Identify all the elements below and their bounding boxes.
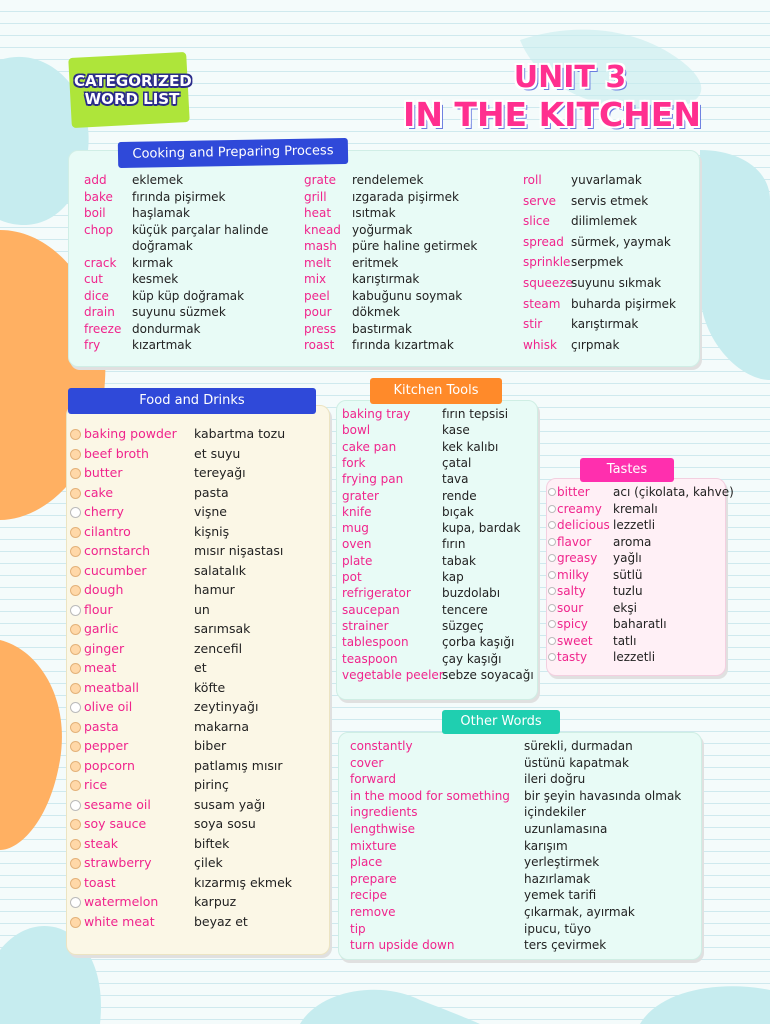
unit-title: UNIT 3	[513, 60, 627, 95]
binder-ring-icon	[70, 449, 81, 460]
turkish-translation: tatlı	[613, 633, 637, 648]
english-word: cover	[350, 755, 384, 770]
english-word: tasty	[557, 650, 588, 664]
english-word: grill	[304, 189, 327, 204]
binder-ring-icon	[70, 761, 81, 772]
turkish-translation: susam yağı	[194, 796, 266, 812]
english-word: sesame oil	[84, 796, 151, 812]
turkish-translation: serpmek	[571, 255, 624, 270]
turkish-translation: sütlü	[613, 567, 643, 582]
english-word: mash	[304, 239, 337, 253]
english-word: baking tray	[342, 407, 411, 421]
english-word: crack	[84, 255, 117, 270]
english-word: steak	[84, 835, 119, 851]
turkish-translation: içindekiler	[524, 805, 586, 820]
turkish-translation: çırpmak	[571, 337, 620, 352]
turkish-translation: ızgarada pişirmek	[352, 189, 459, 204]
unit-subtitle: IN THE KITCHEN	[403, 95, 701, 134]
turkish-translation: kabartma tozu	[194, 426, 286, 441]
english-word: tablespoon	[342, 635, 409, 650]
turkish-translation: un	[194, 601, 210, 617]
english-word: pasta	[84, 718, 119, 734]
english-word: bake	[84, 189, 113, 204]
english-word: salty	[557, 584, 586, 598]
turkish-translation: doğramak	[132, 239, 193, 253]
binder-ring-icon	[70, 741, 81, 752]
english-word: cake	[84, 484, 114, 500]
binder-ring-icon	[70, 605, 81, 616]
turkish-translation: küp küp doğramak	[132, 288, 245, 303]
binder-ring-icon	[548, 488, 556, 496]
english-word: ginger	[84, 640, 125, 656]
turkish-translation: hazırlamak	[524, 871, 591, 886]
turkish-translation: aroma	[613, 534, 652, 549]
english-word: delicious	[557, 518, 610, 532]
turkish-translation: karpuz	[194, 894, 237, 909]
turkish-translation: tabak	[442, 553, 476, 568]
turkish-translation: tencere	[442, 602, 488, 617]
english-word: spread	[523, 234, 564, 249]
english-word: cherry	[84, 504, 124, 519]
english-word: add	[84, 173, 107, 187]
binder-ring-icon	[70, 585, 81, 596]
english-word: boil	[84, 206, 106, 220]
english-word: strawberry	[84, 855, 152, 870]
turkish-translation: biber	[194, 738, 227, 753]
turkish-translation: çıkarmak, ayırmak	[524, 905, 635, 919]
turkish-translation: üstünü kapatmak	[524, 755, 629, 770]
turkish-translation: hamur	[194, 582, 235, 597]
turkish-translation: tava	[442, 472, 469, 487]
turkish-translation: et suyu	[194, 445, 241, 461]
english-word: serve	[523, 193, 557, 208]
english-word: press	[304, 321, 337, 336]
english-word: meatball	[84, 679, 139, 695]
english-word: fork	[342, 455, 366, 470]
turkish-translation: püre haline getirmek	[352, 239, 478, 253]
english-word: cut	[84, 272, 103, 286]
turkish-translation: vişne	[194, 504, 227, 519]
turkish-translation: rendelemek	[352, 173, 424, 187]
turkish-translation: çatal	[442, 455, 472, 470]
turkish-translation: et	[194, 660, 207, 675]
turkish-translation: yemek tarifi	[524, 888, 597, 903]
binder-ring-icon	[70, 683, 81, 694]
binder-ring-icon	[70, 702, 81, 713]
english-word: rice	[84, 777, 108, 792]
english-word: drain	[84, 305, 115, 319]
english-word: meat	[84, 660, 117, 675]
english-word: sprinkle	[523, 255, 571, 270]
english-word: steam	[523, 296, 561, 311]
binder-ring-icon	[70, 507, 81, 518]
turkish-translation: ipucu, tüyo	[524, 921, 592, 936]
english-word: olive oil	[84, 699, 133, 714]
turkish-translation: kızarmış ekmek	[194, 874, 293, 890]
english-word: squeeze	[523, 276, 573, 290]
english-word: butter	[84, 465, 123, 480]
binder-ring-icon	[70, 897, 81, 908]
english-word: bowl	[342, 423, 371, 438]
badge-line-1: CATEGORIZED	[74, 72, 192, 90]
english-word: lengthwise	[350, 822, 416, 836]
turkish-translation: lezzetli	[613, 518, 656, 532]
turkish-translation: beyaz et	[194, 913, 248, 929]
turkish-translation: kırmak	[132, 255, 173, 270]
english-word: fry	[84, 338, 101, 352]
english-word: pour	[304, 305, 332, 319]
english-word: in the mood for something	[350, 788, 510, 803]
turkish-translation: rende	[442, 488, 477, 503]
english-word: mix	[304, 272, 327, 286]
english-word: strainer	[342, 618, 389, 633]
turkish-translation: ekşi	[613, 600, 637, 615]
turkish-translation: karışım	[524, 838, 568, 853]
english-word: toast	[84, 874, 116, 890]
binder-ring-icon	[548, 587, 556, 595]
english-word: heat	[304, 206, 332, 220]
binder-ring-icon	[548, 554, 556, 562]
turkish-translation: bastırmak	[352, 321, 412, 336]
binder-ring-icon	[70, 468, 81, 479]
turkish-translation: buzdolabı	[442, 586, 501, 601]
english-word: soy sauce	[84, 816, 147, 831]
turkish-translation: makarna	[194, 718, 250, 734]
turkish-translation: sebze soyacağı	[442, 667, 534, 682]
english-word: dice	[84, 288, 109, 303]
binder-ring-icon	[70, 839, 81, 850]
english-word: dough	[84, 582, 124, 597]
turkish-translation: karıştırmak	[352, 272, 420, 286]
english-word: mixture	[350, 838, 397, 853]
turkish-translation: zeytinyağı	[194, 699, 259, 714]
turkish-translation: haşlamak	[132, 206, 190, 220]
binder-ring-icon	[70, 488, 81, 499]
turkish-translation: baharatlı	[613, 617, 667, 631]
binder-ring-icon	[548, 571, 556, 579]
tools-header: Kitchen Tools	[370, 378, 502, 404]
english-word: sweet	[557, 633, 593, 648]
english-word: roast	[304, 338, 335, 352]
binder-ring-icon	[548, 653, 556, 661]
turkish-translation: biftek	[194, 835, 230, 851]
binder-ring-icon	[70, 722, 81, 733]
english-word: knife	[342, 504, 372, 519]
english-word: tip	[350, 921, 366, 936]
english-word: beef broth	[84, 445, 149, 461]
turkish-translation: dondurmak	[132, 321, 201, 336]
turkish-translation: bir şeyin havasında olmak	[524, 788, 682, 803]
turkish-translation: yoğurmak	[352, 222, 413, 237]
english-word: flour	[84, 601, 113, 617]
turkish-translation: kase	[442, 423, 470, 438]
turkish-translation: zencefil	[194, 640, 243, 656]
turkish-translation: kızartmak	[132, 338, 192, 352]
binder-ring-icon	[70, 780, 81, 791]
turkish-translation: çilek	[194, 855, 223, 870]
binder-ring-icon	[70, 566, 81, 577]
english-word: oven	[342, 537, 372, 552]
turkish-translation: tereyağı	[194, 465, 246, 480]
english-word: stir	[523, 317, 543, 332]
english-word: refrigerator	[342, 586, 411, 601]
english-word: melt	[304, 255, 332, 270]
turkish-translation: kupa, bardak	[442, 521, 521, 536]
turkish-translation: sürmek, yaymak	[571, 234, 671, 249]
turkish-translation: sürekli, durmadan	[524, 739, 633, 753]
binder-ring-icon	[70, 878, 81, 889]
turkish-translation: tuzlu	[613, 584, 643, 598]
english-word: popcorn	[84, 757, 135, 773]
english-word: frying pan	[342, 472, 404, 487]
turkish-translation: süzgeç	[442, 618, 484, 633]
turkish-translation: pirinç	[194, 777, 229, 792]
turkish-translation: küçük parçalar halinde	[132, 222, 269, 237]
category-badge-text	[74, 72, 190, 108]
binder-ring-icon	[70, 527, 81, 538]
turkish-translation: fırında pişirmek	[132, 189, 226, 204]
english-word: peel	[304, 288, 330, 303]
turkish-translation: mısır nişastası	[194, 543, 284, 558]
english-word: pot	[342, 570, 362, 584]
turkish-translation: pasta	[194, 484, 229, 500]
tastes-header: Tastes	[580, 458, 674, 482]
turkish-translation: yağlı	[613, 551, 642, 565]
turkish-translation: dilimlemek	[571, 214, 638, 229]
turkish-translation: ısıtmak	[352, 206, 396, 220]
english-word: knead	[304, 222, 341, 237]
english-word: freeze	[84, 321, 122, 336]
turkish-translation: karıştırmak	[571, 317, 639, 332]
turkish-translation: çay kaşığı	[442, 651, 502, 666]
english-word: garlic	[84, 621, 119, 636]
badge-line-2: WORD LIST	[84, 90, 180, 108]
english-word: remove	[350, 905, 396, 919]
other-header: Other Words	[442, 710, 560, 734]
english-word: flavor	[557, 534, 592, 549]
turkish-translation: suyunu sıkmak	[571, 276, 662, 290]
turkish-translation: salatalık	[194, 562, 247, 578]
turkish-translation: uzunlamasına	[524, 822, 608, 836]
turkish-translation: köfte	[194, 679, 226, 695]
turkish-translation: kremalı	[613, 501, 658, 516]
turkish-translation: çorba kaşığı	[442, 635, 515, 650]
turkish-translation: eritmek	[352, 255, 399, 270]
binder-ring-icon	[70, 819, 81, 830]
english-word: spicy	[557, 617, 588, 631]
turkish-translation: yuvarlamak	[571, 173, 642, 187]
english-word: cake pan	[342, 439, 397, 454]
english-word: turn upside down	[350, 938, 455, 953]
english-word: cilantro	[84, 523, 131, 539]
turkish-translation: lezzetli	[613, 650, 656, 664]
english-word: cucumber	[84, 562, 147, 578]
english-word: prepare	[350, 871, 397, 886]
english-word: recipe	[350, 888, 387, 903]
turkish-translation: fırında kızartmak	[352, 338, 454, 352]
food-header: Food and Drinks	[68, 388, 316, 414]
turkish-translation: servis etmek	[571, 193, 649, 208]
turkish-translation: patlamış mısır	[194, 757, 283, 773]
turkish-translation: kabuğunu soymak	[352, 288, 463, 303]
binder-ring-icon	[548, 505, 556, 513]
english-word: cornstarch	[84, 543, 151, 558]
turkish-translation: fırın	[442, 537, 466, 552]
binder-ring-icon	[548, 637, 556, 645]
english-word: slice	[523, 214, 550, 229]
english-word: greasy	[557, 551, 598, 565]
english-word: saucepan	[342, 602, 400, 617]
english-word: creamy	[557, 501, 602, 516]
turkish-translation: soya sosu	[194, 816, 256, 831]
english-word: vegetable peeler	[342, 667, 444, 682]
binder-ring-icon	[70, 663, 81, 674]
english-word: watermelon	[84, 894, 159, 909]
binder-ring-icon	[70, 800, 81, 811]
binder-ring-icon	[70, 917, 81, 928]
turkish-translation: dökmek	[352, 305, 400, 319]
english-word: place	[350, 855, 383, 870]
turkish-translation: fırın tepsisi	[442, 407, 509, 421]
turkish-translation: ileri doğru	[524, 772, 586, 787]
turkish-translation: sarımsak	[194, 621, 251, 636]
binder-ring-icon	[70, 429, 81, 440]
binder-ring-icon	[70, 858, 81, 869]
turkish-translation: ters çevirmek	[524, 938, 607, 953]
binder-ring-icon	[548, 604, 556, 612]
english-word: mug	[342, 521, 369, 536]
turkish-translation: buharda pişirmek	[571, 296, 676, 311]
turkish-translation: acı (çikolata, kahve)	[613, 485, 734, 499]
english-word: pepper	[84, 738, 129, 753]
turkish-translation: bıçak	[442, 504, 474, 519]
turkish-translation: suyunu süzmek	[132, 305, 226, 319]
english-word: grater	[342, 488, 379, 503]
english-word: whisk	[523, 337, 557, 352]
english-word: plate	[342, 553, 373, 568]
turkish-translation: kesmek	[132, 272, 179, 286]
binder-ring-icon	[548, 538, 556, 546]
english-word: constantly	[350, 739, 413, 753]
turkish-translation: kap	[442, 570, 464, 584]
turkish-translation: eklemek	[132, 173, 184, 187]
binder-ring-icon	[70, 624, 81, 635]
english-word: chop	[84, 222, 114, 237]
english-word: white meat	[84, 913, 155, 929]
english-word: teaspoon	[342, 651, 398, 666]
english-word: sour	[557, 600, 584, 615]
turkish-translation: kek kalıbı	[442, 439, 499, 454]
english-word: bitter	[557, 485, 590, 499]
binder-ring-icon	[70, 546, 81, 557]
english-word: forward	[350, 772, 397, 787]
english-word: grate	[304, 173, 336, 187]
binder-ring-icon	[70, 644, 81, 655]
turkish-translation: yerleştirmek	[524, 855, 600, 870]
cooking-header: Cooking and Preparing Process	[118, 138, 348, 168]
binder-ring-icon	[548, 620, 556, 628]
binder-ring-icon	[548, 521, 556, 529]
english-word: milky	[557, 567, 589, 582]
turkish-translation: kişniş	[194, 523, 230, 539]
english-word: baking powder	[84, 426, 177, 441]
english-word: ingredients	[350, 805, 418, 820]
english-word: roll	[523, 173, 542, 187]
